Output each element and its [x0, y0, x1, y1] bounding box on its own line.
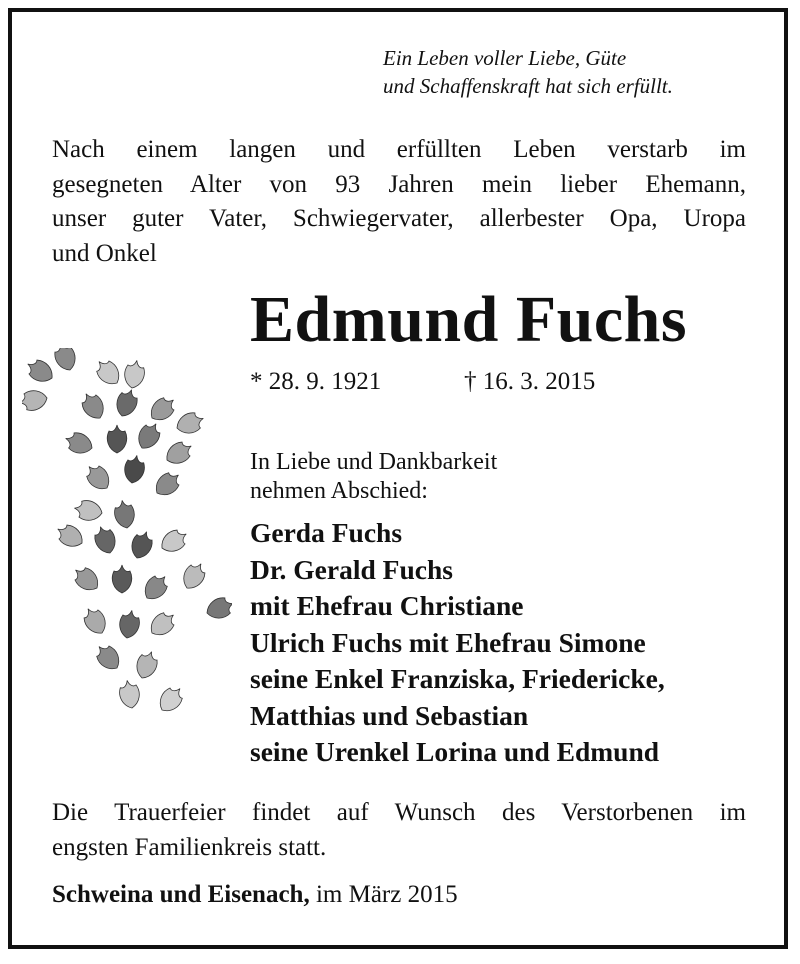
signoff-date: im März 2015 [315, 881, 458, 908]
signoff-place: Schweina und Eisenach, [52, 881, 310, 908]
mourner-line: mit Ehefrau Christiane [250, 590, 524, 621]
quote-line-1: Ein Leben voller Liebe, Güte [383, 46, 627, 70]
intro-line-2: gesegneten Alter von 93 Jahren mein lieber Ehemann, [52, 170, 746, 198]
mourner-line: seine Urenkel Lorina und Edmund [250, 736, 660, 767]
farewell-line-2: nehmen Abschied: [250, 478, 428, 504]
mourner-line: Matthias und Sebastian [250, 699, 529, 731]
epitaph-quote [383, 44, 773, 100]
birth-date: * 28. 9. 1921 [250, 368, 382, 395]
ivy-vine-icon [22, 348, 232, 738]
intro-line-3: unser guter Vater, Schwiegervater, allerbester Opa, Uropa [52, 205, 746, 232]
farewell-text [250, 448, 497, 506]
intro-paragraph [52, 133, 746, 271]
mourner-line: Gerda Fuchs [250, 517, 403, 548]
ceremony-notice [52, 796, 746, 865]
mourners-list [250, 515, 665, 771]
mourner-line: seine Enkel Franziska, Friedericke, [250, 663, 665, 694]
life-dates [250, 368, 596, 396]
quote-line-2: und Schaffenskraft hat sich erfüllt. [383, 74, 673, 98]
deceased-name: Edmund Fuchs [250, 283, 688, 356]
death-date: † 16. 3. 2015 [464, 368, 596, 395]
intro-line-4: und Onkel [52, 239, 157, 267]
mourner-line: Ulrich Fuchs mit Ehefrau Simone [250, 626, 646, 658]
intro-line-1: Nach einem langen und erfüllten Leben verstarb im [52, 136, 746, 163]
mourner-line: Dr. Gerald Fuchs [250, 553, 453, 585]
farewell-line-1: In Liebe und Dankbarkeit [250, 449, 498, 475]
ceremony-line-2: engsten Familienkreis statt. [52, 833, 327, 861]
ceremony-line-1: Die Trauerfeier findet auf Wunsch des Verstorbenen im [52, 799, 746, 826]
signoff [52, 881, 458, 909]
